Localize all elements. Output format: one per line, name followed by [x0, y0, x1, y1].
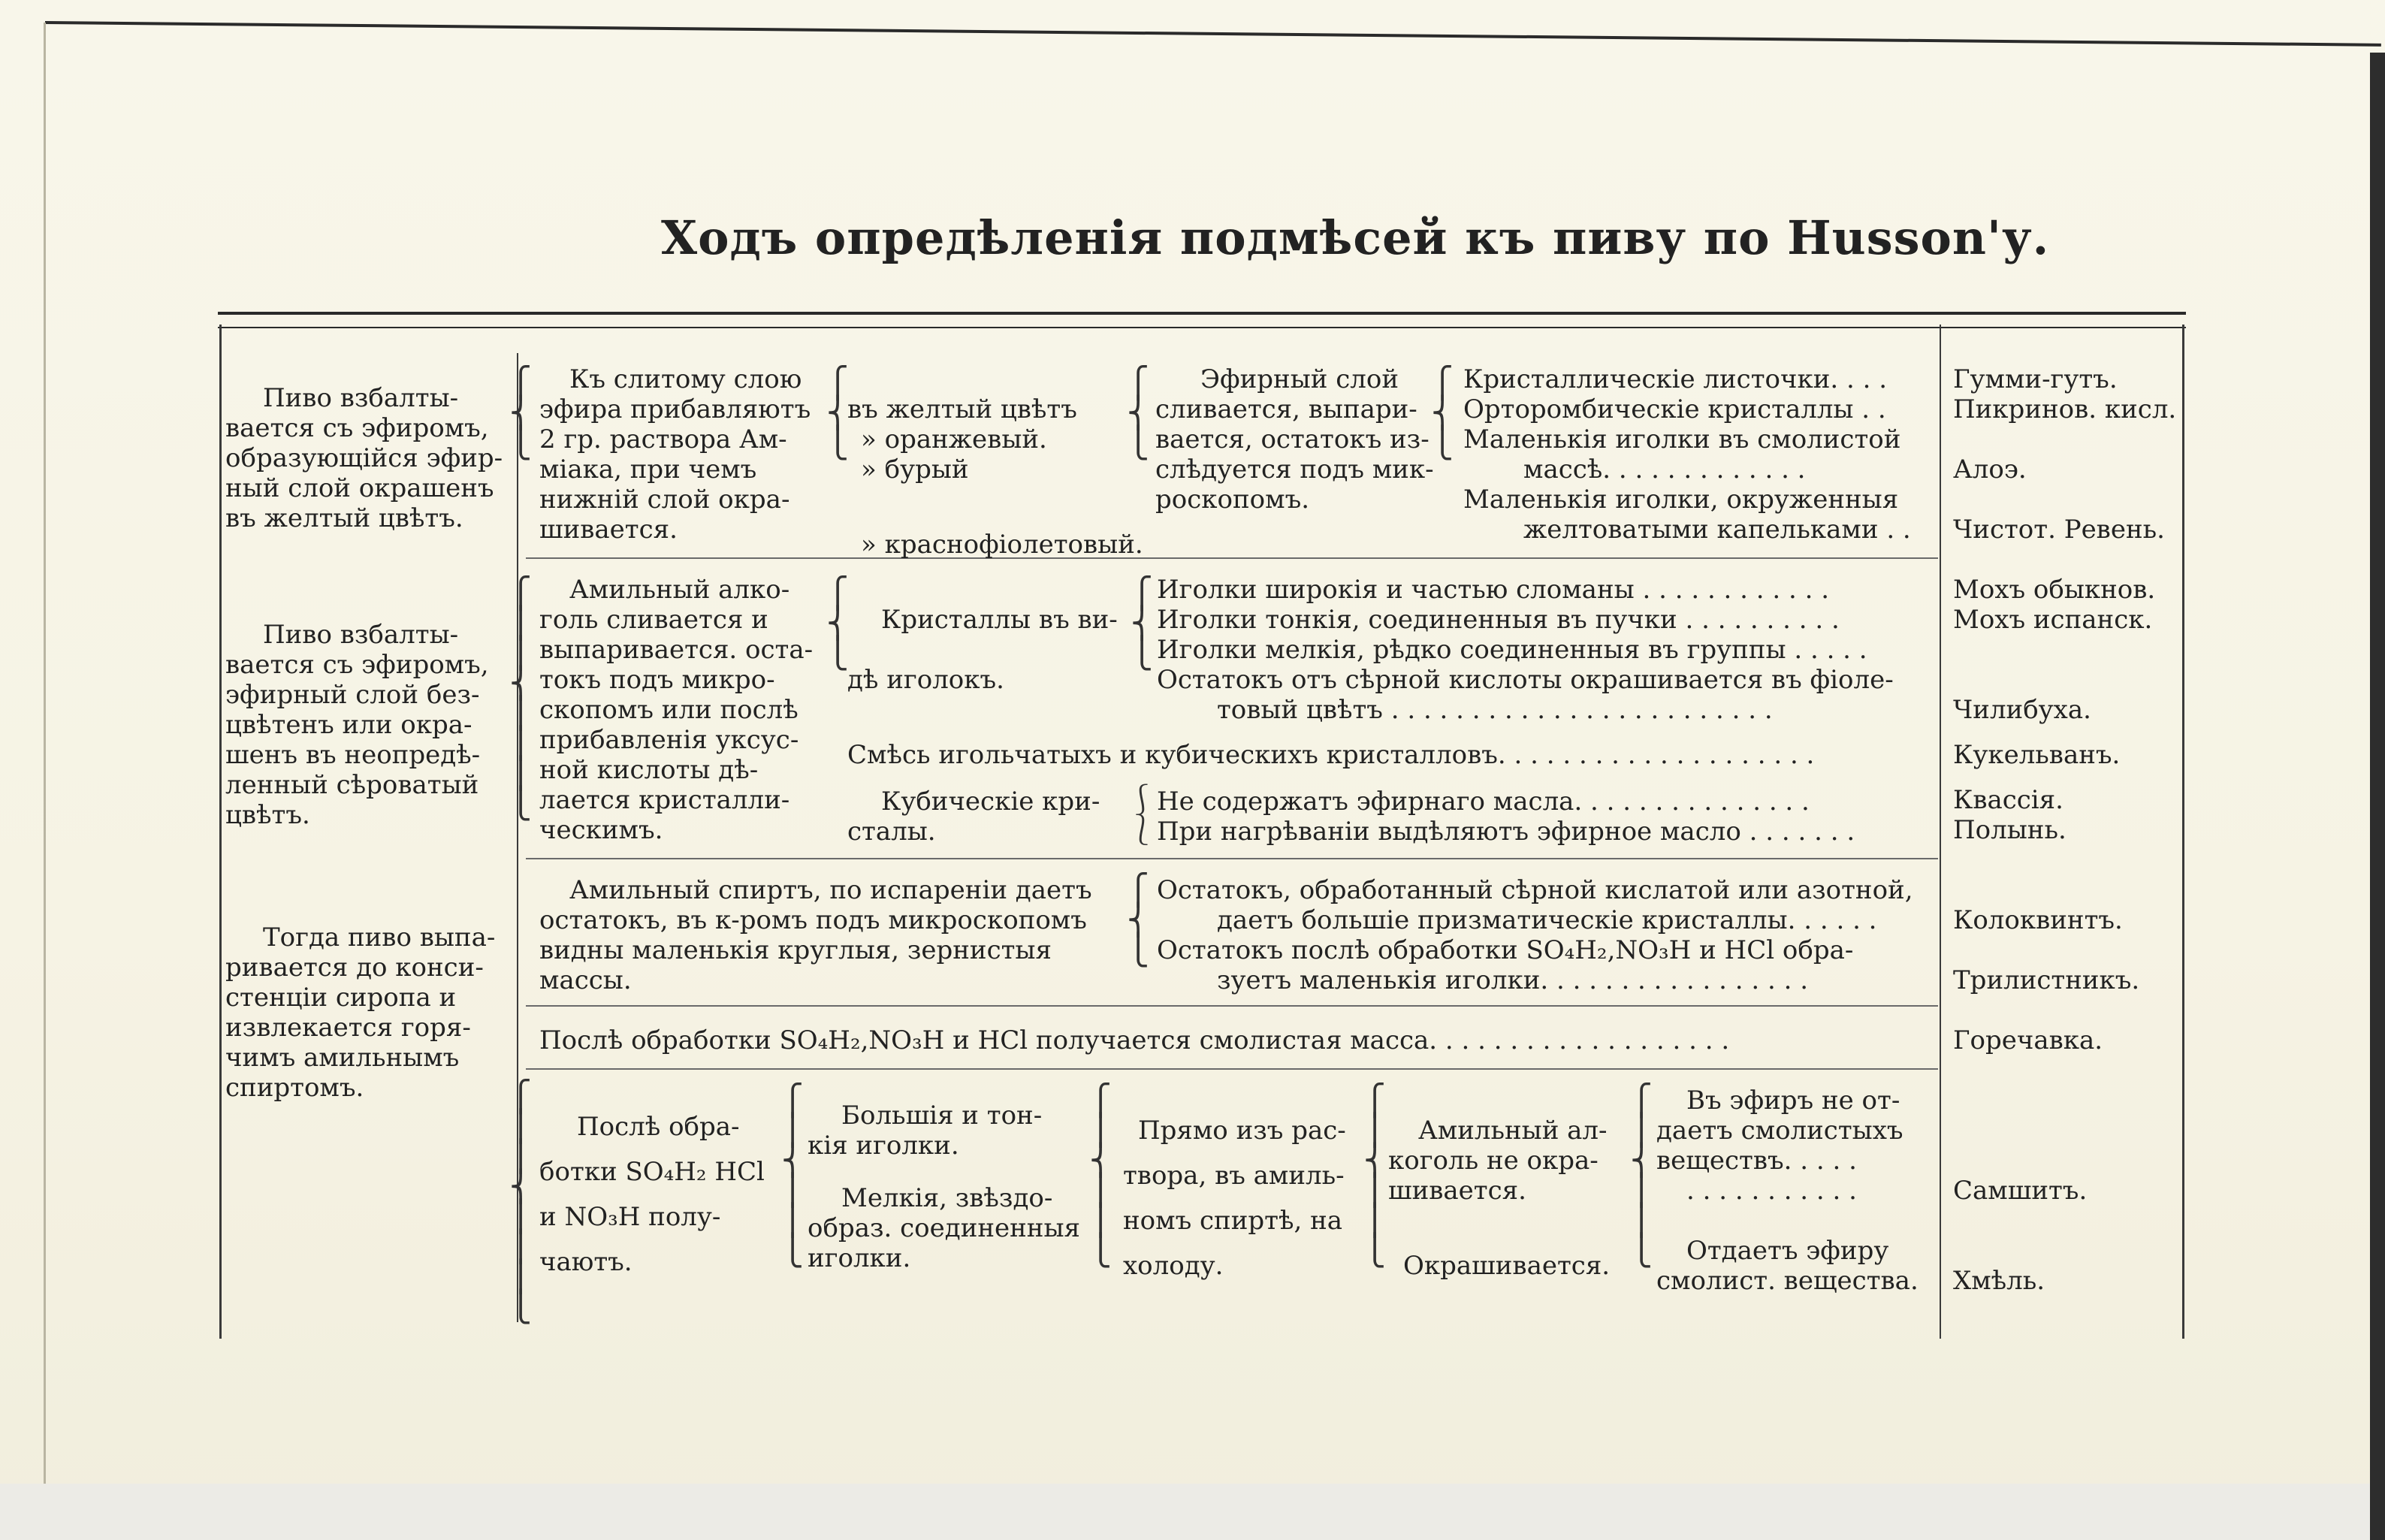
- sec4-results: Самшитъ. Хмѣль.: [1953, 1176, 2088, 1296]
- sec4-alcohol: Амильный ал- коголь не окра- шивается. Окрашивается.: [1388, 1116, 1611, 1281]
- sec1-brace-a: ⎧ ⎨ ⎩: [509, 366, 532, 460]
- page-title: Ходъ опредѣленія подмѣсей къ пиву по Husson'у.: [661, 210, 2050, 265]
- sec2-cubic: Кубическіе кри- сталы.: [847, 787, 1100, 847]
- results-column-rule: [1940, 325, 1941, 1339]
- sec4-brace-a: ⎧ ⎪ ⎪ ⎨ ⎪ ⎪ ⎪ ⎩: [509, 1080, 532, 1324]
- right-edge-shadow: [2370, 53, 2385, 1540]
- frame-left-rule: [44, 23, 46, 1487]
- sec4-treatment: Послѣ обра- ботки SO₄H₂ HCl и NO₃H полу- чаютъ.: [539, 1112, 765, 1277]
- section-rule-4: [526, 1068, 1938, 1070]
- sec3-resin-row: Послѣ обработки SO₄H₂,NO₃H и HCl получается смолистая масса. . . . . . . . . . . . . . . . . . .: [539, 1025, 1730, 1055]
- sec2-brace-b: ⎧ ⎨ ⎩: [826, 576, 849, 671]
- section-rule-1: [526, 557, 1938, 559]
- section-rule-2: [526, 858, 1938, 859]
- sec2-needle-types: Иголки широкія и частью сломаны . . . . . . . . . . . . Иголки тонкія, соединенныя въ пучки . . . . . . . . . . Иголки мелкія, рѣдко соединенныя въ группы . . . . . Остатокъ отъ сѣрной кислоты окрашивается въ фіоле- товый цвѣтъ . . . . . . . . . . . . . . . . . . . . . . . .: [1157, 575, 1894, 725]
- sec1-brace-d: ⎧ ⎨ ⎩: [1431, 366, 1454, 460]
- sec1-ether-step: Эфирный слой сливается, выпари- вается, остатокъ из- слѣдуется подъ мик- роскопомъ.: [1155, 364, 1434, 515]
- sec1-condition: Пиво взбалты- вается съ эфиромъ, образующійся эфир- ный слой окрашенъ въ желтый цвѣтъ.: [225, 383, 503, 533]
- table-top-rule: [218, 312, 2186, 328]
- sec2-brace-d: ⎰ ⎱: [1127, 783, 1157, 847]
- sec2-brace-c: ⎧ ⎨ ⎩: [1131, 576, 1153, 671]
- sec4-solution: Прямо изъ рас- твора, въ амиль- номъ спиртѣ, на холоду.: [1123, 1116, 1346, 1281]
- sec2-brace-a: ⎧ ⎪ ⎪ ⎨ ⎪ ⎪ ⎪ ⎩: [509, 576, 532, 821]
- sec4-brace-c: ⎧ ⎪ ⎨ ⎪ ⎪ ⎩: [1089, 1083, 1112, 1268]
- sec2-mixed-crystals: Смѣсь игольчатыхъ и кубическихъ кристалловъ. . . . . . . . . . . . . . . . . . . .: [847, 740, 1815, 770]
- sec3-step: Амильный спиртъ, по испареніи даетъ остатокъ, въ к-ромъ подъ микроскопомъ видны маленькія круглыя, зернистыя массы.: [539, 875, 1092, 995]
- sec4-needles: Большія и тон- кія иголки. Мелкія, звѣздо- образ. соединенныя иголки.: [808, 1101, 1080, 1273]
- section-rule-3: [526, 1005, 1938, 1007]
- sec2-needles: Кристаллы въ ви- дѣ иголокъ.: [847, 605, 1118, 695]
- sec3-results: Колоквинтъ. Трилистникъ. Горечавка.: [1953, 905, 2140, 1055]
- sec4-brace-b: ⎧ ⎪ ⎨ ⎪ ⎪ ⎩: [781, 1083, 804, 1268]
- sec2-results: Мохъ обыкнов. Мохъ испанск. Чилибуха. Кукельванъ. Квассія. Полынь.: [1953, 575, 2156, 845]
- sec2-cubic-types: Не содержатъ эфирнаго масла. . . . . . . . . . . . . . . При нагрѣваніи выдѣляютъ эфирное масло . . . . . . .: [1157, 787, 1855, 847]
- bottom-margin: [0, 1484, 2385, 1540]
- table-right-rule: [2182, 325, 2184, 1339]
- sec1-step: Къ слитому слою эфира прибавляютъ 2 гр. раствора Ам- міака, при чемъ нижній слой окра- шивается.: [539, 364, 811, 545]
- sec2-step: Амильный алко- голь сливается и выпаривается. оста- токъ подъ микро- скопомъ или послѣ прибавленія уксус- ной кислоты дѣ- лается кристалли- ческимъ.: [539, 575, 814, 845]
- sec1-results: Гумми-гутъ. Пикринов. кисл. Алоэ. Чистот. Ревень.: [1953, 364, 2177, 545]
- sec4-brace-d: ⎧ ⎪ ⎨ ⎪ ⎪ ⎩: [1363, 1083, 1386, 1268]
- sec3-residue: Остатокъ, обработанный сѣрной кислатой или азотной, даетъ большіе призматическіе кристаллы. . . . . . Остатокъ послѣ обработки SO₄H₂,NO₃H и HCl обра- зуетъ маленькія иголки. . . . . . . . . . . . . . . . .: [1157, 875, 1913, 995]
- sec3-condition: Тогда пиво выпа- ривается до конси- стенціи сиропа и извлекается горя- чимъ амильнымъ спиртомъ.: [225, 922, 496, 1103]
- table-left-rule: [219, 325, 222, 1339]
- sec3-brace-a: ⎧ ⎨ ⎩: [1127, 873, 1149, 968]
- sec2-condition: Пиво взбалты- вается съ эфиромъ, эфирный слой без- цвѣтенъ или окра- шенъ въ неопредѣ- ленный сѣроватый цвѣтъ.: [225, 620, 489, 830]
- sec4-brace-e: ⎧ ⎪ ⎨ ⎪ ⎪ ⎩: [1630, 1083, 1653, 1268]
- sec1-brace-c: ⎧ ⎨ ⎩: [1127, 366, 1149, 460]
- sec4-ether: Въ эфиръ не от- даетъ смолистыхъ веществъ. . . . . . . . . . . . . . . . Отдаетъ эфиру смолист. вещества.: [1656, 1086, 1919, 1296]
- sec1-colors: въ желтый цвѣтъ » оранжевый. » бурый » краснофіолетовый.: [847, 394, 1143, 560]
- sec1-observations: Кристаллическіе листочки. . . . Орторомбическіе кристаллы . . Маленькія иголки въ смолистой массѣ. . . . . . . . . . . . . Маленькія иголки, окруженныя желтоватыми капельками . .: [1463, 364, 1911, 545]
- sec1-brace-b: ⎧ ⎨ ⎩: [826, 366, 849, 460]
